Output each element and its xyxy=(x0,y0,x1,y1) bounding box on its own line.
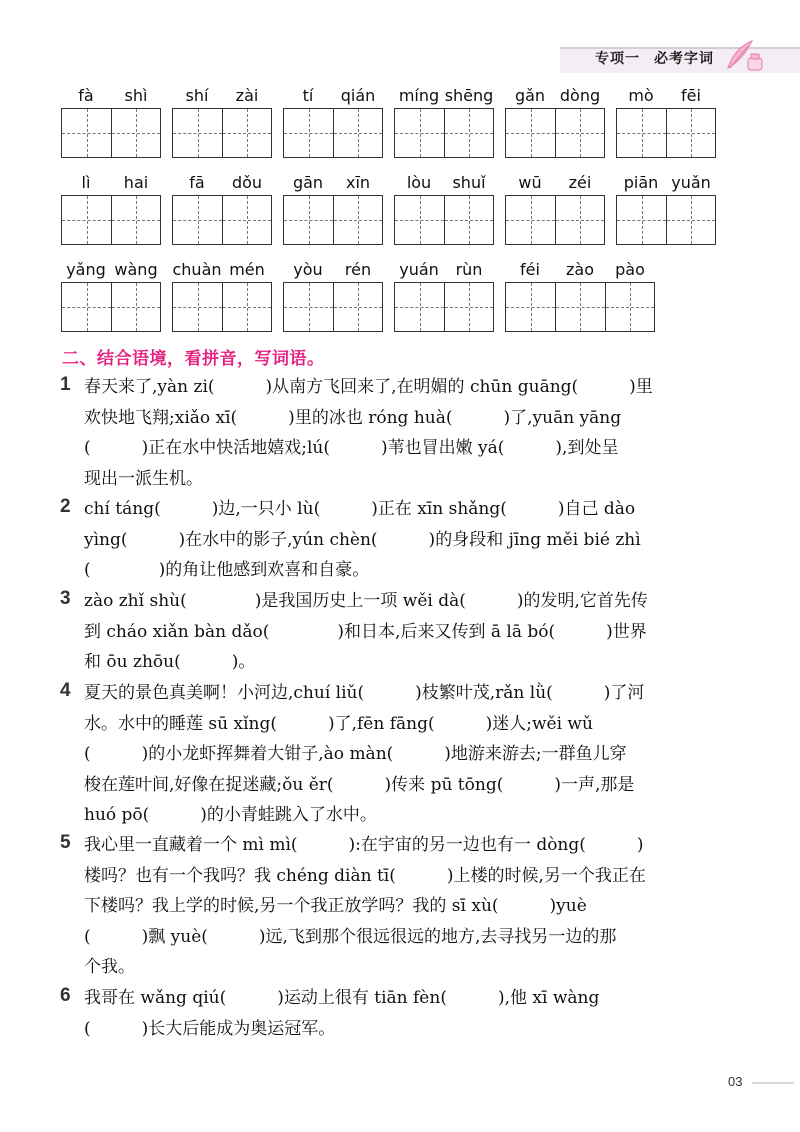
pinyin-label xyxy=(394,260,494,282)
tian-grid-cell[interactable] xyxy=(222,196,271,244)
tian-grid-cell[interactable] xyxy=(333,283,382,331)
pinyin-label xyxy=(283,260,383,282)
tian-grid-cell[interactable] xyxy=(395,196,444,244)
header-title xyxy=(595,48,714,68)
pinyin-label xyxy=(61,86,161,108)
pinyin-syllable: rén xyxy=(344,260,372,279)
grid-row xyxy=(61,173,741,263)
pinyin-syllable: xīn xyxy=(345,173,371,192)
question-number: 2 xyxy=(60,496,71,517)
pinyin-syllable: míng xyxy=(398,86,440,105)
writing-box[interactable] xyxy=(616,108,716,158)
pinyin-syllable: lòu xyxy=(406,173,432,192)
tian-grid-cell[interactable] xyxy=(555,109,604,157)
writing-box[interactable] xyxy=(61,282,161,332)
pinyin-syllable: mò xyxy=(628,86,654,105)
pinyin-label xyxy=(172,260,272,282)
header-topic: 必考字词 xyxy=(654,51,714,67)
tian-grid-cell[interactable] xyxy=(605,283,654,331)
pinyin-label xyxy=(394,173,494,195)
page-number-rule xyxy=(752,1082,794,1084)
pinyin-syllable: yòu xyxy=(293,260,323,279)
pinyin-syllable: shí xyxy=(185,86,209,105)
pinyin-label xyxy=(505,86,605,108)
tian-grid-cell[interactable] xyxy=(62,196,111,244)
page-number: 03 xyxy=(728,1074,743,1089)
pinyin-syllable: wū xyxy=(518,173,542,192)
question-number: 5 xyxy=(60,832,71,853)
question-number: 3 xyxy=(60,588,71,609)
question-line: 水。水中的睡莲 sū xǐng( )了,fēn fāng( )迷人;wěi wǔ xyxy=(84,713,593,734)
tian-grid-cell[interactable] xyxy=(444,283,493,331)
pinyin-label xyxy=(283,173,383,195)
tian-grid-cell[interactable] xyxy=(555,196,604,244)
question-line: 和 ōu zhōu( )。 xyxy=(84,652,256,672)
pinyin-label xyxy=(283,86,383,108)
tian-grid-cell[interactable] xyxy=(666,196,715,244)
tian-grid-cell[interactable] xyxy=(284,283,333,331)
question-line: ( )飘 yuè( )远,飞到那个很远很远的地方,去寻找另一边的那 xyxy=(84,926,617,947)
question-line: 我哥在 wǎng qiú( )运动上很有 tiān fèn( ),他 xī wàng xyxy=(84,988,600,1008)
pinyin-syllable: mén xyxy=(229,260,265,279)
pinyin-syllable: yuǎn xyxy=(671,173,711,192)
pinyin-syllable: gān xyxy=(292,173,324,192)
question-line: 夏天的景色真美啊！小河边,chuí liǔ( )枝繁叶茂,rǎn lǜ( )了河 xyxy=(84,683,645,703)
pinyin-syllable: fà xyxy=(78,86,94,105)
question-line: ( )的小龙虾挥舞着大钳子,ào màn( )地游来游去;一群鱼儿穿 xyxy=(84,744,627,764)
pinyin-label xyxy=(505,173,605,195)
pinyin-syllable: hai xyxy=(123,173,149,192)
writing-box[interactable] xyxy=(283,282,383,332)
tian-grid-cell[interactable] xyxy=(222,283,271,331)
tian-grid-cell[interactable] xyxy=(111,196,160,244)
pinyin-syllable: gǎn xyxy=(514,86,546,105)
tian-grid-cell[interactable] xyxy=(555,283,604,331)
tian-grid-cell[interactable] xyxy=(111,283,160,331)
pinyin-syllable: shì xyxy=(124,86,148,105)
question-line: ( )长大后能成为奥运冠军。 xyxy=(84,1018,336,1039)
pinyin-syllable: dǒu xyxy=(231,173,263,192)
writing-box[interactable] xyxy=(505,282,655,332)
writing-box[interactable] xyxy=(172,282,272,332)
grid-row xyxy=(61,86,741,176)
pinyin-syllable: zéi xyxy=(568,173,592,192)
tian-grid-cell[interactable] xyxy=(666,109,715,157)
tian-grid-cell[interactable] xyxy=(173,283,222,331)
pinyin-syllable: féi xyxy=(520,260,540,279)
quill-inkpot-icon xyxy=(722,38,766,74)
writing-box[interactable] xyxy=(505,195,605,245)
tian-grid-cell[interactable] xyxy=(173,109,222,157)
pinyin-syllable: lì xyxy=(81,173,91,192)
tian-grid-cell[interactable] xyxy=(506,283,555,331)
writing-box[interactable] xyxy=(616,195,716,245)
writing-box[interactable] xyxy=(172,195,272,245)
pinyin-syllable: zào xyxy=(566,260,594,279)
tian-grid-cell[interactable] xyxy=(284,196,333,244)
pinyin-syllable: shēng xyxy=(444,86,494,105)
question-line: ( )的角让他感到欢喜和自豪。 xyxy=(84,560,370,580)
tian-grid-cell[interactable] xyxy=(444,109,493,157)
tian-grid-cell[interactable] xyxy=(333,109,382,157)
pinyin-syllable: tí xyxy=(302,86,314,105)
pinyin-label xyxy=(172,173,272,195)
pinyin-syllable: qián xyxy=(340,86,376,105)
pinyin-syllable: piān xyxy=(623,173,659,192)
pinyin-label xyxy=(505,260,655,282)
tian-grid-cell[interactable] xyxy=(617,109,666,157)
tian-grid-cell[interactable] xyxy=(111,109,160,157)
pinyin-label xyxy=(616,86,716,108)
writing-box[interactable] xyxy=(61,108,161,158)
question-line: 下楼吗？我上学的时候,另一个我正放学吗？我的 sī xù( )yuè xyxy=(84,896,587,916)
pinyin-syllable: rùn xyxy=(455,260,483,279)
pinyin-syllable: wàng xyxy=(114,260,158,279)
pinyin-label xyxy=(394,86,494,108)
question-line: zào zhǐ shù( )是我国历史上一项 wěi dà( )的发明,它首先传 xyxy=(84,591,648,611)
question-line: huó pō( )的小青蛙跳入了水中。 xyxy=(84,805,377,825)
writing-box[interactable] xyxy=(394,108,494,158)
question-line: chí táng( )边,一只小 lù( )正在 xīn shǎng( )自己 dào xyxy=(84,499,636,519)
pinyin-label xyxy=(616,173,716,195)
tian-grid-cell[interactable] xyxy=(444,196,493,244)
pinyin-syllable: fā xyxy=(189,173,205,192)
question-line: 梭在莲叶间,好像在捉迷藏;ǒu ěr( )传来 pū tōng( )一声,那是 xyxy=(84,774,635,795)
question-line: 楼吗？也有一个我吗？我 chéng diàn tī( )上楼的时候,另一个我正在 xyxy=(84,865,646,886)
pinyin-syllable: dòng xyxy=(559,86,601,105)
pinyin-syllable: pào xyxy=(615,260,645,279)
question-line: ( )正在水中快活地嬉戏;lú( )苇也冒出嫩 yá( ),到处呈 xyxy=(84,438,619,458)
header-section: 专项一 xyxy=(595,51,640,67)
question-line: yìng( )在水中的影子,yún chèn( )的身段和 jīng měi bié zhì xyxy=(84,529,641,550)
grid-row xyxy=(61,260,741,350)
writing-box[interactable] xyxy=(283,195,383,245)
tian-grid-cell[interactable] xyxy=(173,196,222,244)
writing-box[interactable] xyxy=(394,195,494,245)
tian-grid-cell[interactable] xyxy=(222,109,271,157)
tian-grid-cell[interactable] xyxy=(333,196,382,244)
pinyin-label xyxy=(61,260,161,282)
writing-box[interactable] xyxy=(283,108,383,158)
question-line: 欢快地飞翔;xiǎo xī( )里的冰也 róng huà( )了,yuān yāng xyxy=(84,407,622,428)
question-line: 到 cháo xiǎn bàn dǎo( )和日本,后来又传到 ā lā bó( )世界 xyxy=(84,621,647,642)
tian-grid-cell[interactable] xyxy=(395,109,444,157)
question-number: 4 xyxy=(60,680,71,701)
section-2-title: 二、结合语境，看拼音，写词语。 xyxy=(62,349,325,369)
question-line: 春天来了,yàn zi( )从南方飞回来了,在明媚的 chūn guāng( )里 xyxy=(84,377,653,397)
pinyin-syllable: yǎng xyxy=(66,260,106,279)
pinyin-syllable: shuǐ xyxy=(452,173,486,192)
pinyin-label xyxy=(172,86,272,108)
question-line: 现出一派生机。 xyxy=(84,468,203,489)
tian-grid-cell[interactable] xyxy=(62,283,111,331)
tian-grid-cell[interactable] xyxy=(284,109,333,157)
writing-box[interactable] xyxy=(505,108,605,158)
question-number: 1 xyxy=(60,374,71,395)
writing-box[interactable] xyxy=(61,195,161,245)
tian-grid-cell[interactable] xyxy=(506,196,555,244)
tian-grid-cell[interactable] xyxy=(62,109,111,157)
tian-grid-cell[interactable] xyxy=(395,283,444,331)
pinyin-syllable: yuán xyxy=(399,260,439,279)
question-line: 个我。 xyxy=(84,957,135,977)
pinyin-syllable: zài xyxy=(235,86,259,105)
question-number: 6 xyxy=(60,985,71,1006)
pinyin-syllable: chuàn xyxy=(172,260,222,279)
tian-grid-cell[interactable] xyxy=(506,109,555,157)
tian-grid-cell[interactable] xyxy=(617,196,666,244)
writing-box[interactable] xyxy=(172,108,272,158)
pinyin-label xyxy=(61,173,161,195)
writing-box[interactable] xyxy=(394,282,494,332)
question-line: 我心里一直藏着一个 mì mì( ):在宇宙的另一边也有一 dòng( ) xyxy=(84,835,644,855)
pinyin-syllable: fēi xyxy=(681,86,701,105)
